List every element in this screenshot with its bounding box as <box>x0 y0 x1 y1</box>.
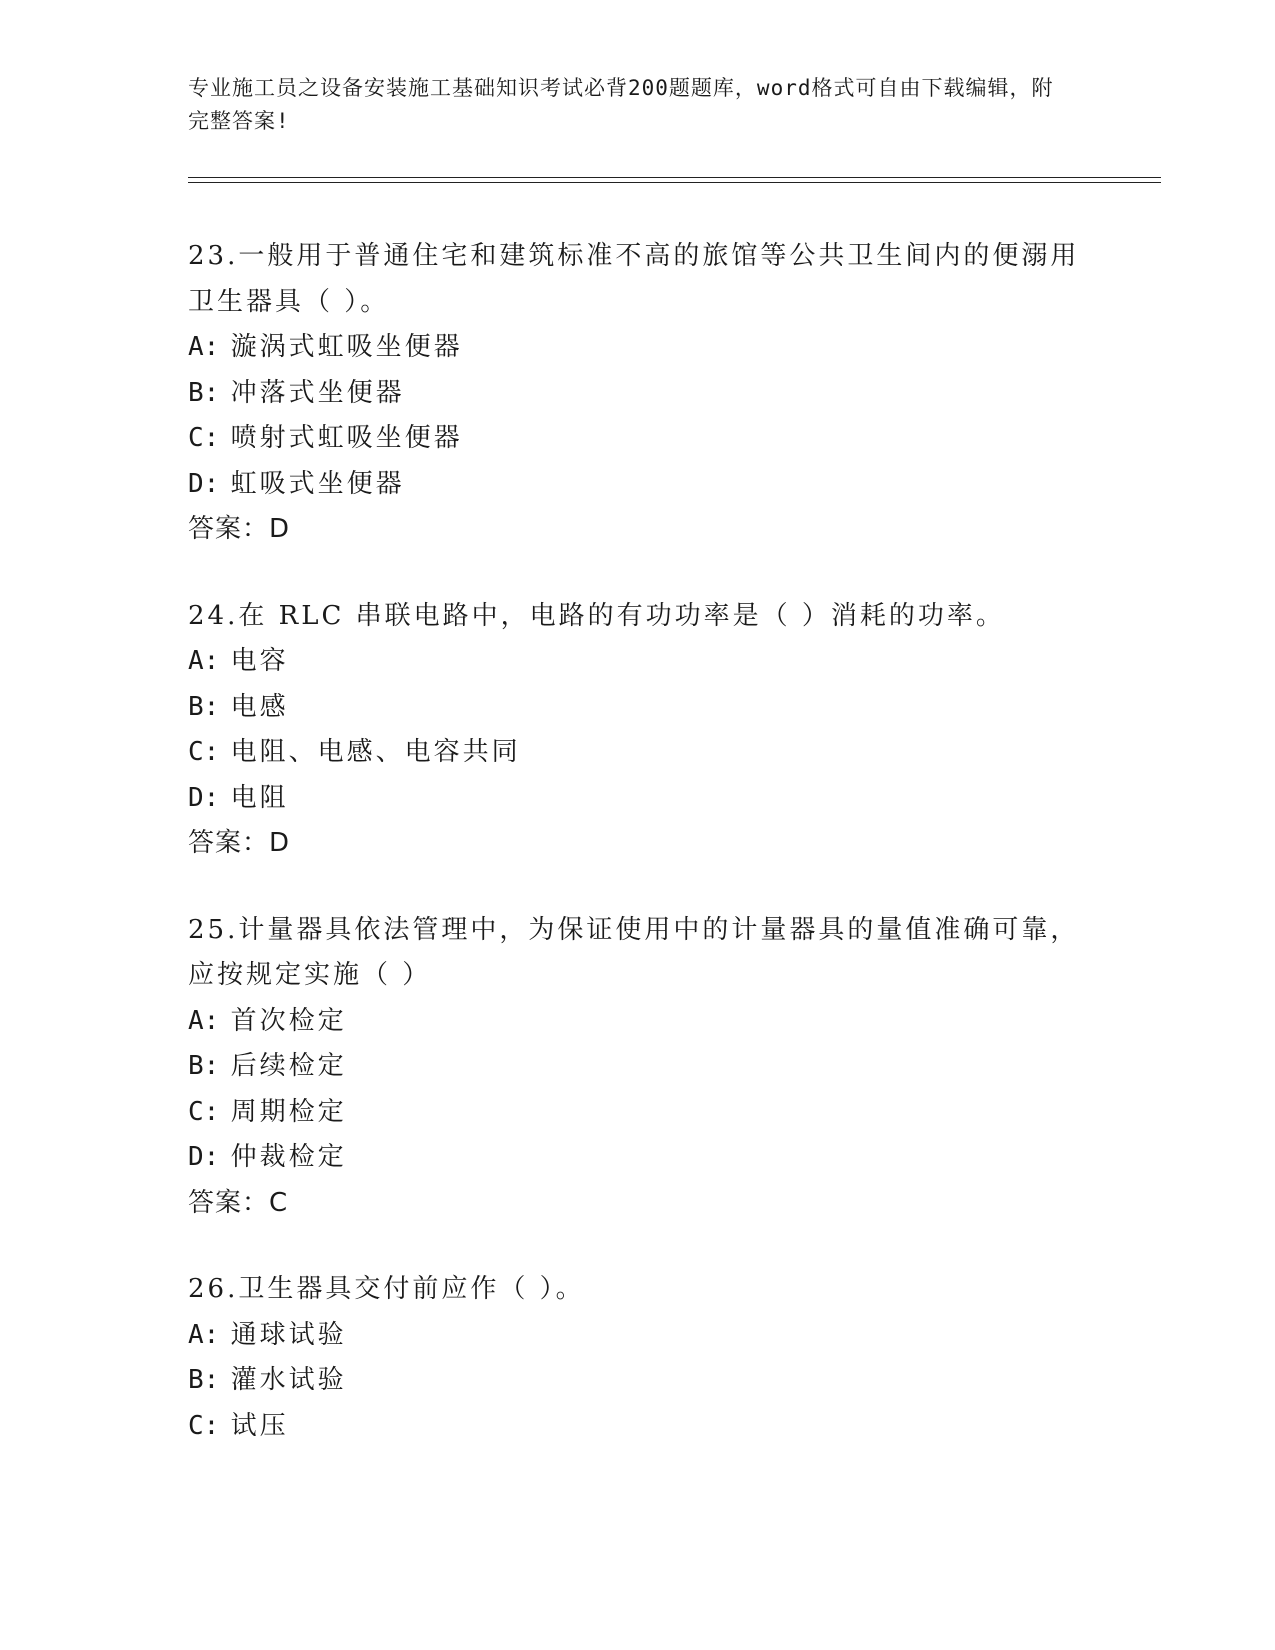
answer-line: 答案：C <box>188 1187 289 1218</box>
option-text: 漩涡式虹吸坐便器 <box>230 332 463 362</box>
option-text: 试压 <box>230 1410 289 1441</box>
option-letter: C: <box>188 423 220 453</box>
option-letter: D: <box>188 782 220 813</box>
option-text: 首次检定 <box>230 1005 347 1036</box>
answer-line: 答案：D <box>188 514 291 544</box>
option-text: 周期检定 <box>230 1096 347 1127</box>
option-b <box>188 1044 1088 1090</box>
question-text: 25.计量器具依法管理中，为保证使用中的计量器具的量值准确可靠，应按规定实施（ ） <box>188 914 1080 990</box>
option-letter: A: <box>188 1005 220 1036</box>
option-c <box>188 1404 1088 1450</box>
question-text: 23.一般用于普通住宅和建筑标准不高的旅馆等公共卫生间内的便溺用卫生器具（ ）。 <box>188 241 1080 317</box>
option-letter: B: <box>188 1051 220 1081</box>
option-letter: A: <box>188 646 220 676</box>
option-b <box>188 1358 1088 1404</box>
option-a <box>188 639 1088 685</box>
option-b <box>188 371 1088 417</box>
option-text: 灌水试验 <box>230 1365 347 1395</box>
option-letter: D: <box>188 468 220 499</box>
option-a <box>188 325 1088 371</box>
option-text: 电阻 <box>230 782 289 813</box>
option-letter: A: <box>188 332 220 362</box>
option-text: 虹吸式坐便器 <box>230 468 405 499</box>
question-text: 24.在 RLC 串联电路中，电路的有功功率是（ ）消耗的功率。 <box>188 600 1005 631</box>
option-letter: D: <box>188 1142 220 1172</box>
question-item <box>188 1267 1088 1449</box>
header-divider-bottom <box>188 182 1161 183</box>
option-letter: B: <box>188 377 220 408</box>
option-text: 电容 <box>230 646 289 676</box>
option-c <box>188 730 1088 776</box>
option-d <box>188 776 1088 822</box>
option-text: 冲落式坐便器 <box>230 377 405 408</box>
option-d <box>188 462 1088 508</box>
option-b <box>188 685 1088 731</box>
question-item <box>188 594 1088 867</box>
option-text: 通球试验 <box>230 1319 347 1350</box>
option-a <box>188 1313 1088 1359</box>
document-header: 专业施工员之设备安装施工基础知识考试必背200题题库，word格式可自由下载编辑，附完整答案! <box>188 76 1054 133</box>
question-item <box>188 234 1088 553</box>
question-item <box>188 908 1088 1227</box>
option-letter: C: <box>188 1096 220 1127</box>
option-text: 仲裁检定 <box>230 1142 347 1172</box>
option-a <box>188 999 1088 1045</box>
option-c <box>188 416 1088 462</box>
option-letter: C: <box>188 737 220 767</box>
option-text: 电阻、电感、电容共同 <box>230 737 521 767</box>
option-letter: B: <box>188 691 220 722</box>
option-c <box>188 1090 1088 1136</box>
option-d <box>188 1135 1088 1181</box>
header-divider-top <box>188 177 1161 178</box>
option-letter: C: <box>188 1410 220 1441</box>
question-list <box>188 234 1088 1490</box>
answer-line: 答案：D <box>188 828 291 858</box>
option-letter: A: <box>188 1319 220 1350</box>
option-text: 喷射式虹吸坐便器 <box>230 423 463 453</box>
question-text: 26.卫生器具交付前应作（ ）。 <box>188 1274 585 1304</box>
option-text: 电感 <box>230 691 289 722</box>
option-letter: B: <box>188 1365 220 1395</box>
option-text: 后续检定 <box>230 1051 347 1081</box>
